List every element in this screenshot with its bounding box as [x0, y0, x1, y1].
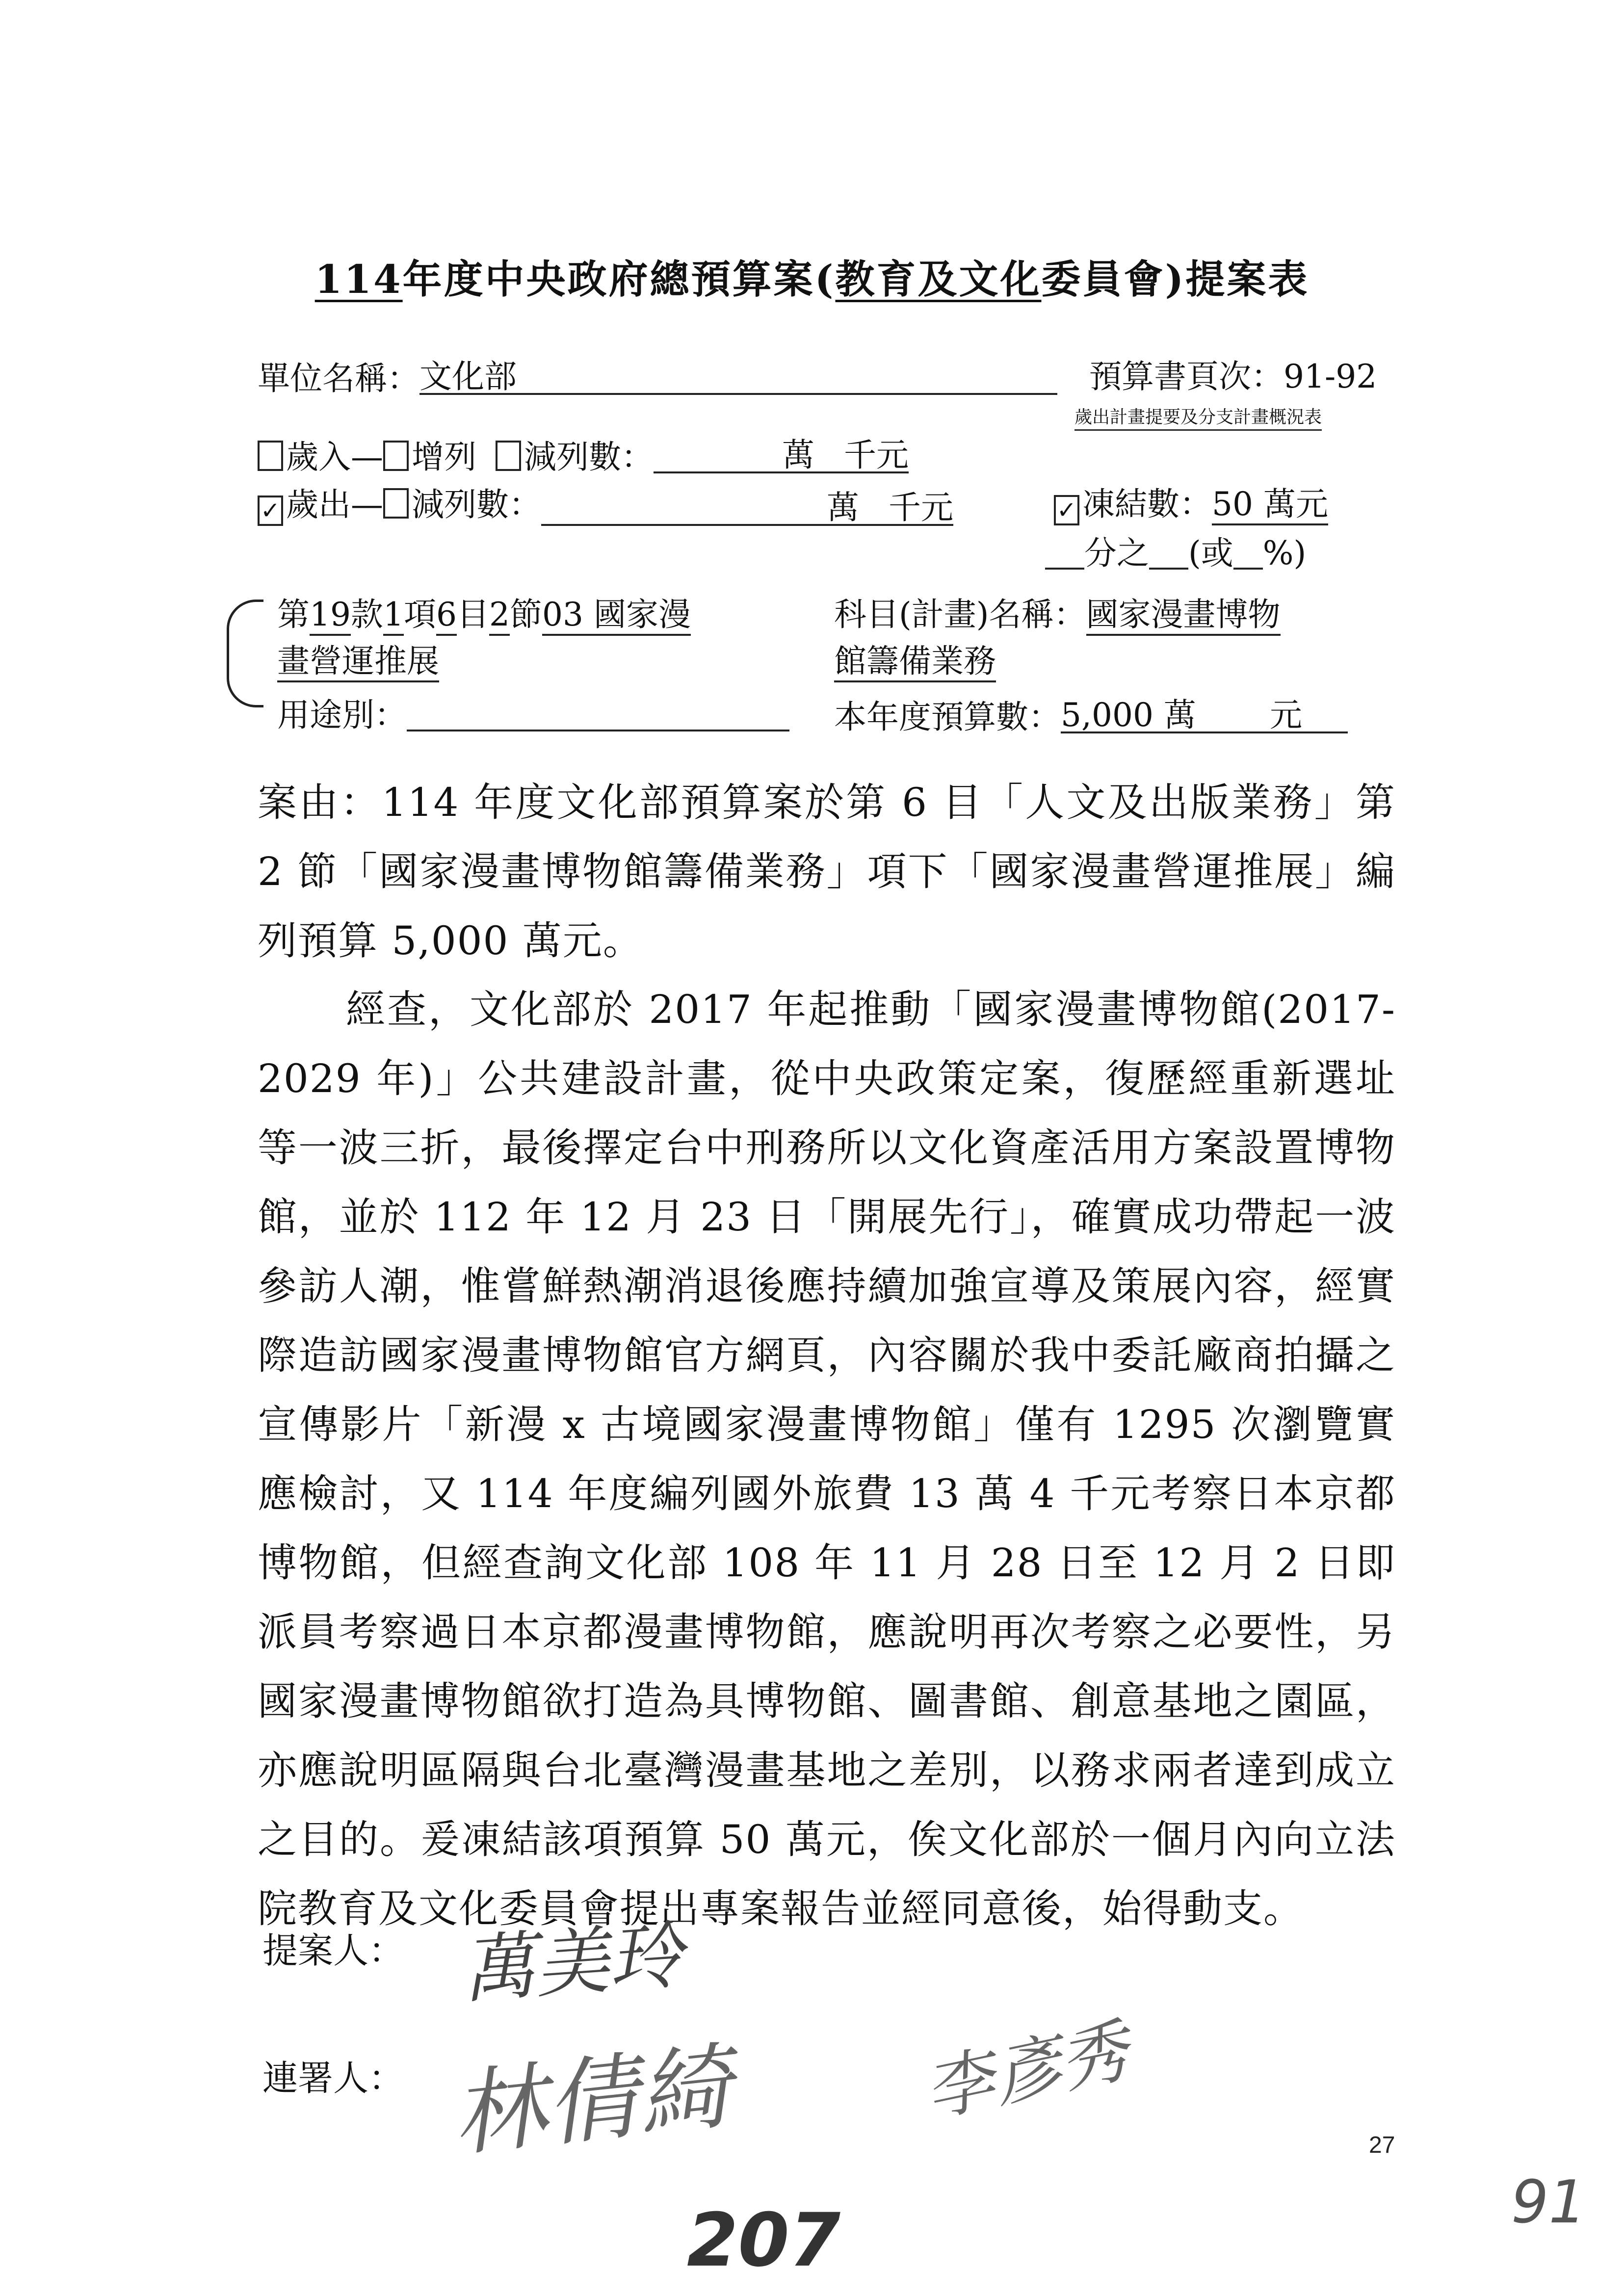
title-part2: 委員會)提案表 [1041, 256, 1310, 302]
expenditure-decrease-checkbox[interactable] [383, 488, 409, 519]
fraction-label: 分之 [1084, 534, 1149, 572]
usage-field[interactable] [407, 730, 789, 731]
usage-label: 用途別： [277, 696, 407, 734]
freeze-checkbox[interactable]: ✓ [1054, 495, 1079, 525]
jie-value: 2 [489, 599, 510, 636]
cosigner-signature-1: 林倩綺 [447, 2032, 737, 2170]
or-label: (或 [1188, 534, 1233, 572]
bracket-decoration [227, 600, 263, 707]
unit-qian: 千元 [889, 489, 953, 526]
expenditure-label: 歲出 [286, 486, 351, 523]
fraction-denominator-field[interactable] [1149, 568, 1188, 570]
item-name-line2: 畫營運推展 [277, 645, 439, 682]
proposer-signature: 萬美玲 [459, 1913, 685, 2014]
subject-line1 [834, 596, 1281, 636]
budget-value: 5,000 萬 [1061, 696, 1196, 734]
subject-line2 [834, 642, 996, 682]
unit-wan: 萬 [782, 436, 814, 474]
usage-row [277, 696, 789, 734]
title-committee: 教育及文化 [835, 256, 1042, 302]
expenditure-decrease-label: 減列數： [412, 486, 541, 523]
expenditure-checkbox[interactable]: ✓ [258, 496, 283, 526]
revenue-decrease-checkbox[interactable] [496, 441, 521, 471]
percent-field[interactable] [1233, 568, 1263, 570]
handwritten-page-number: 91 [1511, 2168, 1586, 2237]
dash: — [351, 438, 383, 476]
item-name-line1: 03 國家漫 [542, 599, 691, 636]
proposer-label: 提案人： [262, 1930, 404, 1971]
xiang-value: 1 [383, 599, 404, 636]
prefix: 第 [277, 596, 310, 633]
increase-checkbox[interactable] [383, 441, 409, 471]
classification-line1 [277, 596, 691, 636]
kuan-label: 款 [350, 596, 383, 633]
revenue-checkbox[interactable] [258, 441, 283, 471]
fraction-numerator-field[interactable] [1045, 568, 1084, 570]
mu-label: 目 [456, 596, 489, 633]
dash: — [351, 486, 383, 523]
reason-paragraph-2: 經查，文化部於 2017 年起推動「國家漫畫博物館(2017-2029 年)」公共建設計畫，從中央政策定案，復歷經重新選址等一波三折，最後擇定台中刑務所以文化資產活用方案設置博物館，並於 112 年 12 月 23 日「開展先行」，確實成功帶起一波參訪人潮，惟嘗鮮熱潮消退後應持續加強宣導及策展內容，經實際造訪國家漫畫博物館官方網頁，內容關於我中委託廠商拍攝之宣傳影片「新漫 x 古境國家漫畫博物館」僅有 1295 次瀏覽實應檢討，又 114 年度編列國外旅費 13 萬 4 千元考察日本京都博物館，但經查詢文化部 108 年 11 月 28 日至 12 月 2 日即派員考察過日本京都漫畫博物館，應說明再次考察之必要性，另國家漫畫博物館欲打造為具博物館、圖書館、創意基地之園區，亦應說明區隔與台北臺灣漫畫基地之差別，以務求兩者達到成立之目的。爰凍結該項預算 50 萬元，俟文化部於一個月內向立法院教育及文化委員會提出專案報告並經同意後，始得動支。 [258, 987, 1396, 1931]
budget-label: 本年度預算數： [834, 698, 1061, 736]
freeze-value: 50 萬元 [1212, 488, 1328, 525]
form-title [0, 248, 1624, 304]
subject-value-line1: 國家漫畫博物 [1086, 599, 1281, 636]
title-year: 114 [314, 256, 403, 302]
cosigner-label: 連署人： [262, 2058, 404, 2099]
unit-label: 單位名稱： [258, 360, 419, 397]
subject-value-line2: 館籌備業務 [834, 645, 996, 682]
title-part1: 年度中央政府總預算案( [402, 256, 836, 302]
budget-page-note: 歲出計畫提要及分支計畫概況表 [1074, 403, 1322, 431]
revenue-label: 歲入 [286, 438, 351, 476]
revenue-amount-field[interactable] [654, 436, 909, 474]
classification-line2 [277, 642, 439, 682]
unit-qian: 千元 [843, 436, 909, 474]
percent-label: %) [1262, 534, 1307, 572]
freeze-label: 凍結數： [1082, 485, 1212, 523]
xiang-label: 項 [403, 596, 436, 633]
budget-row [834, 696, 1348, 736]
cosigner-signature-2: 李彥秀 [917, 2010, 1136, 2132]
handwritten-number: 207 [687, 2198, 841, 2283]
reason-paragraph-1: 案由：114 年度文化部預算案於第 6 目「人文及出版業務」第 2 節「國家漫畫博物館籌備業務」項下「國家漫畫營運推展」編列預算 5,000 萬元。 [258, 780, 1396, 964]
mu-value: 6 [436, 599, 457, 636]
jie-label: 節 [509, 596, 542, 633]
page-number: 27 [1369, 2132, 1395, 2158]
unit-value-field [419, 358, 1057, 395]
unit-name-row [258, 358, 1057, 397]
budget-unit: 元 [1269, 696, 1302, 734]
subject-label: 科目(計畫)名稱： [834, 596, 1086, 633]
expenditure-row [258, 488, 953, 526]
revenue-row [258, 436, 909, 476]
kuan-value: 19 [310, 599, 351, 636]
freeze-row [1054, 485, 1328, 525]
unit-value: 文化部 [419, 358, 517, 395]
increase-label: 增列 [412, 438, 476, 476]
budget-field [1061, 696, 1348, 734]
expenditure-amount-field[interactable] [541, 489, 953, 526]
unit-wan: 萬 [827, 489, 859, 526]
budget-page-ref: 預算書頁次：91-92 [1089, 358, 1377, 395]
fraction-row [1045, 534, 1307, 572]
revenue-decrease-label: 減列數： [524, 438, 654, 476]
